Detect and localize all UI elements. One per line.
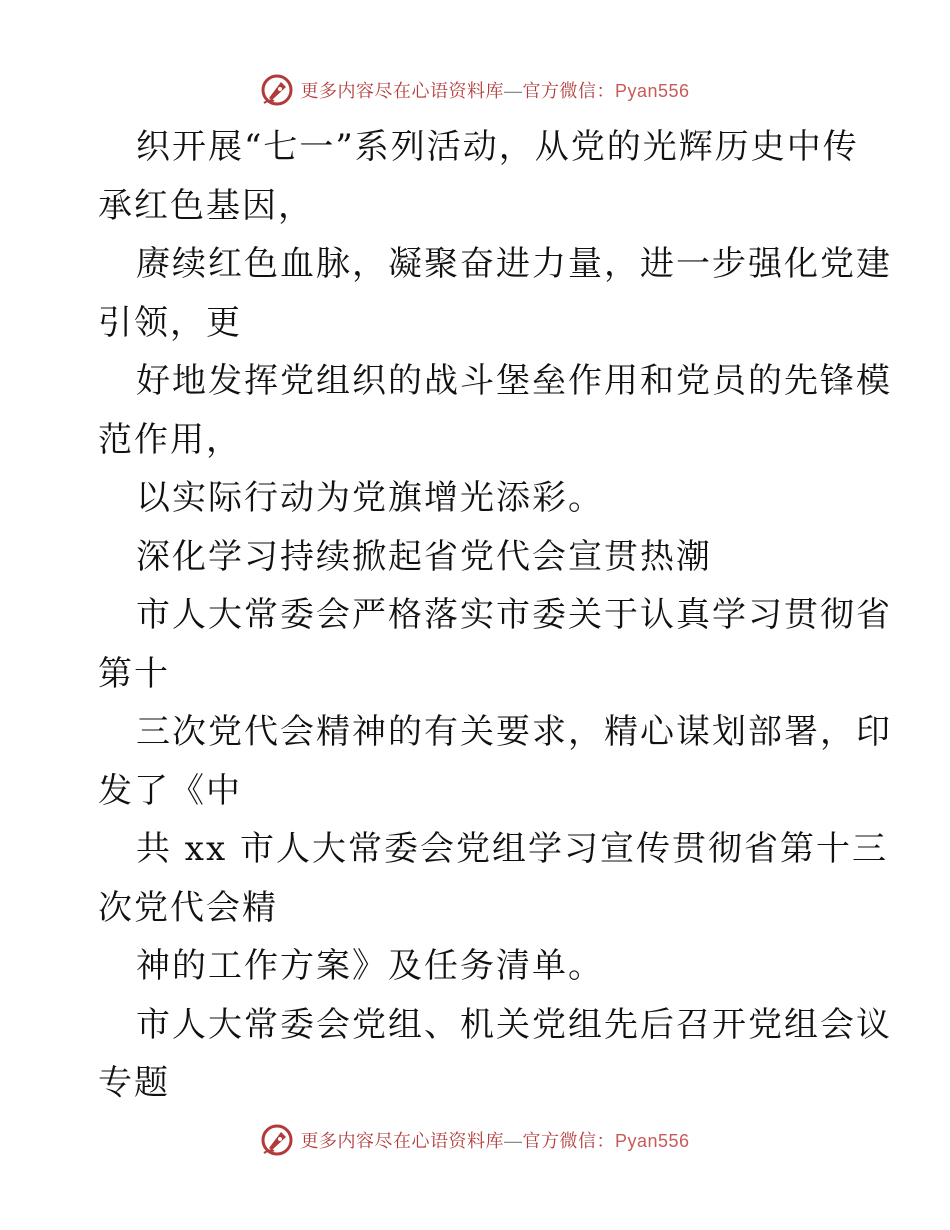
footer-banner-wechat: 官方微信： (522, 1131, 615, 1151)
body-line: 赓续红色血脉，凝聚奋进力量，进一步强化党建 (136, 244, 892, 284)
body-line: 引领，更 (98, 302, 242, 343)
pen-nib-circle-icon (260, 73, 294, 107)
body-line: 共 xx 市人大常委会党组学习宣传贯彻省第十三 (136, 829, 888, 869)
body-line: 神的工作方案》及任务清单。 (136, 946, 604, 986)
body-line: 三次党代会精神的有关要求，精心谋划部署，印 (136, 712, 892, 752)
header-banner-main: 更多内容尽在心语资料库 (300, 81, 504, 101)
header-banner-wechat: 官方微信： (522, 81, 615, 101)
body-line: 范作用， (98, 419, 242, 460)
body-line: 第十 (98, 653, 170, 694)
body-line: 好地发挥党组织的战斗堡垒作用和党员的先锋模 (136, 361, 892, 401)
body-line: 专题 (98, 1063, 170, 1103)
footer-banner-separator: — (503, 1131, 523, 1151)
footer-banner-main: 更多内容尽在心语资料库 (300, 1131, 504, 1151)
body-line: 以实际行动为党旗增光添彩。 (136, 478, 604, 518)
pen-nib-circle-icon (260, 1123, 294, 1157)
body-line: 发了《中 (98, 770, 242, 811)
header-banner-separator: — (503, 81, 523, 101)
body-line: 市人大常委会党组、机关党组先后召开党组会议 (136, 1004, 892, 1045)
footer-banner-text (300, 1127, 689, 1153)
footer-banner-content (260, 1123, 689, 1157)
header-banner-content (260, 73, 689, 107)
body-line: 市人大常委会严格落实市委关于认真学习贯彻省 (136, 595, 892, 635)
footer-banner-brand: Pyan556 (614, 1131, 690, 1151)
footer-banner (0, 1120, 950, 1160)
body-line: 承红色基因， (98, 185, 314, 226)
header-banner-text (300, 77, 689, 103)
document-body (0, 118, 950, 1113)
section-heading: 深化学习持续掀起省党代会宣贯热潮 (136, 536, 712, 577)
header-banner-brand: Pyan556 (614, 81, 690, 101)
header-banner (0, 70, 950, 110)
body-line: 织开展“七一”系列活动，从党的光辉历史中传 (136, 127, 859, 167)
body-line: 次党代会精 (98, 887, 278, 928)
